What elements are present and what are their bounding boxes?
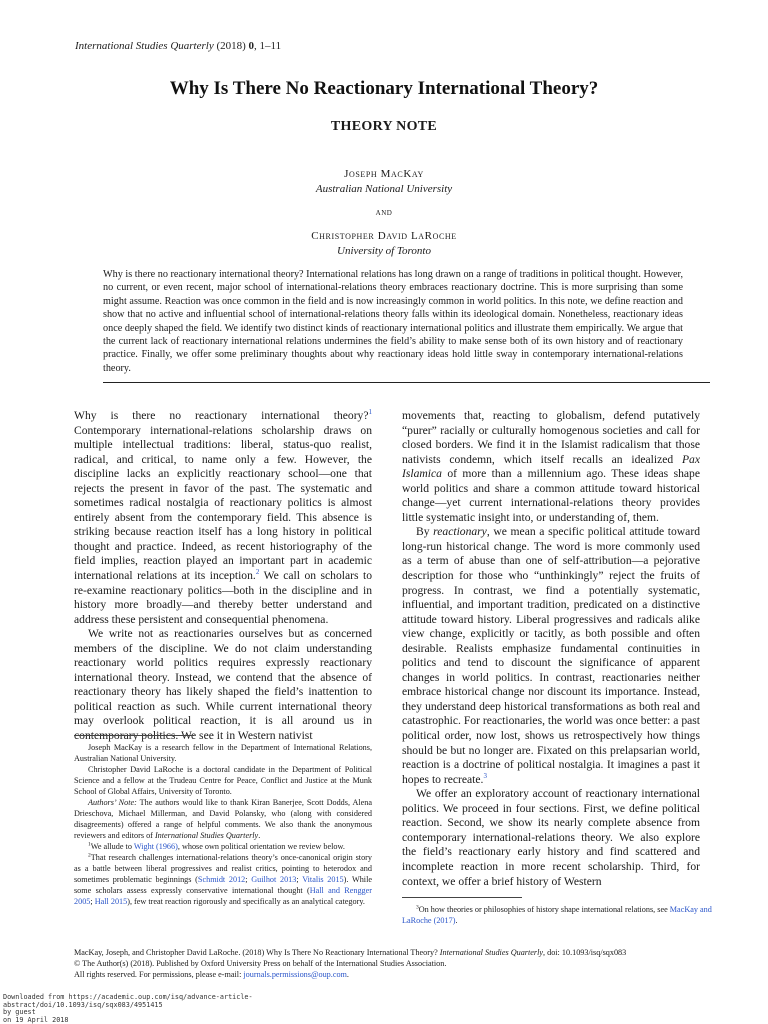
citation-link[interactable]: Wight (1966) — [133, 842, 178, 851]
body-paragraph: movements that, reacting to globalism, defend putatively “purer” racially or culturally homogenous societies and call for closed borders. We find it in the Islamist radicalism that those nativists condemn, which itself recalls an idealized Pax Islamica of more than a millennium ago. These ideas shape world politics and share a common attitude toward historical change—yet current international-relations theory provides little systematic insight into, or understanding of, them. — [402, 409, 700, 524]
abstract-divider — [103, 382, 710, 383]
download-url-line: Downloaded from https://academic.oup.com/isq/advance-article-abstract/doi/10.1093/isq/sqx083/4951415 — [3, 993, 253, 1009]
author-affiliation-2: University of Toronto — [337, 245, 431, 257]
body-column-right — [402, 409, 700, 889]
journal-year: (2018) — [216, 40, 249, 52]
footnote-3: $^3$On how theories or philosophies of history shape international relations, see MacKay and LaRoche (2017). — [402, 904, 712, 925]
citation-line: MacKay, Joseph, and Christopher David LaRoche. (2018) Why Is There No Reactionary International Theory? International Studies Quarterly, doi: 10.1093/isq/sqx083 — [74, 948, 627, 957]
and-separator: AND — [375, 209, 393, 217]
footnote-divider — [402, 897, 522, 898]
journal-name: International Studies Quarterly — [75, 40, 214, 52]
permissions-line: All rights reserved. For permissions, please e-mail: journals.permissions@oup.com. — [74, 970, 349, 979]
body-column-left — [74, 409, 372, 744]
copyright-line: © The Author(s) (2018). Published by Oxford University Press on behalf of the International Studies Association. — [74, 959, 447, 968]
abstract: Why is there no reactionary international theory? International relations has long drawn on a range of traditions in political thought. However, no current, or even recent, major school of international-relations theory embraces reactionary doctrine. This is more surprising than some might assume. Reaction was once common in the field and is now increasingly common in world politics. In this note, we define reaction and show that no active and influential school of international-relations theory falls within its ideological domain. Nonetheless, reactionary ideas once deeply shaped the field. We identify two distinct kinds of reactionary international politics and illustrate them empirically. We argue that the current lack of reactionary international relations undermines the field’s ability to make sense both of its own history and of reactionary practice. Finally, we offer some preliminary thoughts about why reactionary ideas hold little sway in contemporary international-relations theory. — [103, 269, 683, 374]
body-paragraph: Why is there no reactionary international theory?$^1$ Contemporary international-relations scholarship draws on multiple intellectual traditions: liberal, status-quo realist, radical, and critical, to name only a few. However, the discipline lacks an explicitly reactionary school—one that rejects the present in favor of the past. The systematic and sometimes radical nostalgia of reactionary politics is almost entirely absent from the contemporary field. This absence is striking because reaction itself has a long history in political thought and practice. Indeed, as recent historiography of the field implies, reaction played an important part in academic international relations at its inception.$^2$ We call on scholars to re-examine reactionary politics—both in the discipline and in history more broadly—and thereby better understand and address these persistent and consequential phenomena. — [74, 408, 373, 626]
paper-type: THEORY NOTE — [330, 119, 438, 134]
citation-link[interactable]: Schmidt 2012 — [197, 875, 246, 884]
author-name-2: Christopher David LaRoche — [311, 230, 457, 242]
footnote-divider — [74, 735, 194, 736]
citation-block — [74, 947, 714, 980]
footnote-ref-3[interactable]: 3 — [483, 771, 487, 780]
citation-link[interactable]: Guilhot 2013 — [251, 875, 297, 884]
body-paragraph: We write not as reactionaries ourselves but as concerned members of the discipline. We do not claim understanding reactionary world politics requires expressly reactionary international theory. Instead, we contend that the absence of reactionary theory has likely shaped the field’s inattention to political reaction as such. While current international theory may overlook political reaction, it is all around us in contemporary politics. We see it in Western nativist — [74, 627, 372, 743]
footnote-2: $^2$That research challenges international-relations theory’s once-canonical origin story as a battle between liberal progressives and realist critics, pointing to heterodox and sometimes problematic beginnings (Schmidt 2012; Guilhot 2013; Vitalis 2015). While some scholars assess expressly conservative international thought (Hall and Rengger 2005; Hall 2015), few treat reaction rigorously and specifically as an analytical category. — [74, 852, 372, 906]
paper-title: Why Is There No Reactionary International Theory? — [169, 78, 599, 99]
download-stamp — [3, 994, 403, 1024]
acknowledgements: Authors’ Note: The authors would like to thank Kiran Banerjee, Scott Dodds, Alena Drieschova, Michael Millerman, and David Polansky, who (along with considered disagreements) offered a range of helpful comments. We also thank the anonymous reviewers and editors of International Studies Quarterly. — [74, 798, 373, 840]
footnote-ref-1[interactable]: 1 — [368, 408, 372, 417]
footnote-ref-2[interactable]: 2 — [255, 568, 260, 577]
permissions-email-link[interactable]: journals.permissions@oup.com — [243, 970, 347, 979]
author-note-1: Joseph MacKay is a research fellow in the Department of International Relations, Australian National University. — [74, 743, 372, 763]
citation-link[interactable]: Hall and Rengger 2005 — [74, 886, 372, 906]
footnotes-left — [74, 742, 372, 907]
citation-link[interactable]: MacKay and LaRoche (2017) — [402, 905, 712, 925]
journal-header — [75, 40, 281, 52]
body-paragraph: We offer an exploratory account of reactionary international politics. We proceed in four sections. First, we define political reaction. Second, we show its nearly complete absence from contemporary international-relations theory. We also explore the field’s reactionary early history and find scattered and incomplete reaction in more recent scholarship. Third, for context, we offer a brief history of Western — [402, 787, 700, 888]
citation-link[interactable]: Hall 2015 — [94, 897, 128, 906]
author-affiliation-1: Australian National University — [315, 183, 453, 195]
download-user-line: by guest — [3, 1008, 36, 1017]
body-paragraph: By reactionary, we mean a specific political attitude toward long-run historical change. The word is more commonly used as a term of abuse than one of self-attribution—a pejorative description for those who “unthinkingly” reject the fruits of progress. In contrast, we find a potentially systematic, influential, and important tradition, predicated on a distinctive attitude toward history. Liberal progressives and radicals alike view change, explicitly or tacitly, as both possible and often desirable. Realists emphasize fundamental continuities in politics and tend to discount the significance of apparent changes in world politics. In contrast, reactionaries neither embrace historical change nor discount its importance. Instead, they understand deep historical transformations as both real and catastrophic. For reactionaries, the world was once better: a past political order, now lost, shows us retrospectively how things should be but no longer are. Fixated on this prelapsarian world, reaction is a doctrine of political nostalgia. It imagines a past it hopes to recreate.$^3$ — [402, 525, 700, 786]
journal-pages: , 1–11 — [254, 40, 282, 52]
author-name-1: Joseph MacKay — [344, 168, 424, 180]
author-note-2: Christopher David LaRoche is a doctoral candidate in the Department of Political Science and a fellow at the Trudeau Centre for Peace, Conflict and Justice at the Munk School of Global Affairs, University of Toronto. — [74, 765, 372, 796]
citation-link[interactable]: Vitalis 2015 — [302, 875, 344, 884]
footnote-1: $^1$We allude to Wight (1966), whose own political orientation we review below. — [88, 841, 345, 851]
download-date-line: on 19 April 2018 — [3, 1015, 69, 1024]
journal-volume: 0 — [248, 40, 255, 52]
